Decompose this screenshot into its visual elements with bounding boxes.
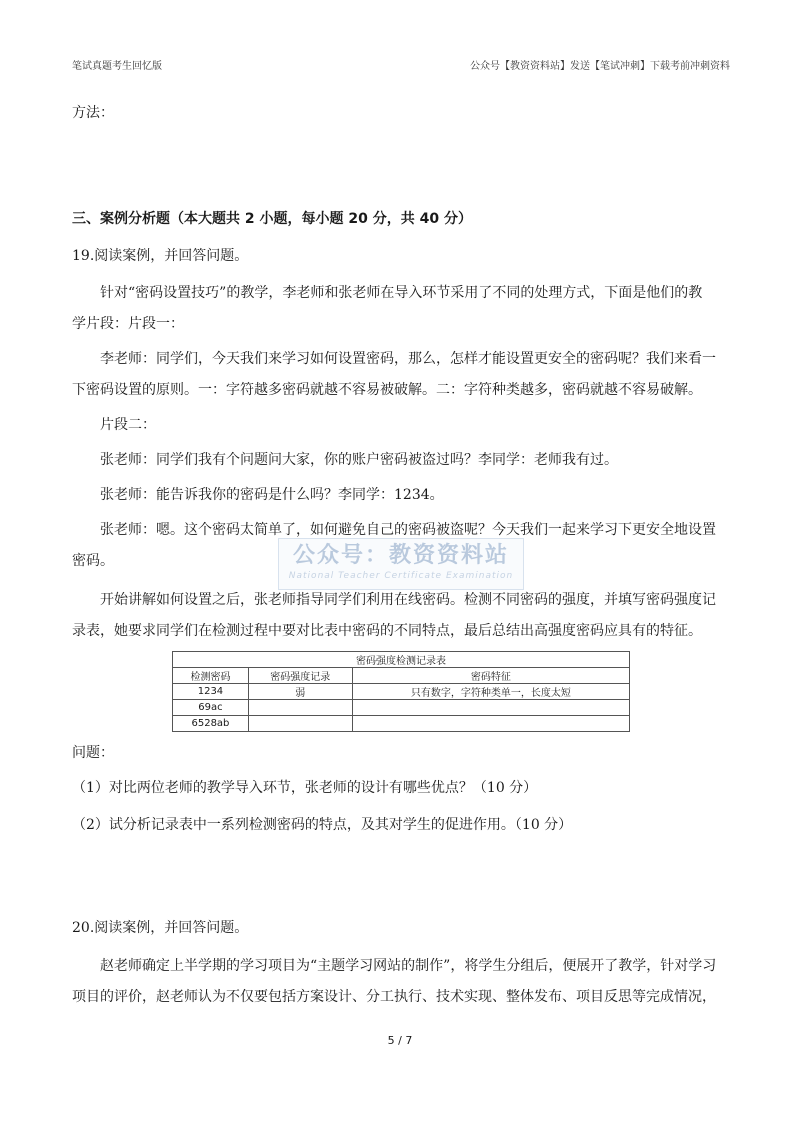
q19-paragraph-3: 片段二：	[100, 417, 156, 433]
table-caption: 密码强度检测记录表	[173, 652, 630, 668]
header-right-text: 公众号【教资资料站】发送【笔试冲刺】下载考前冲刺资料	[470, 61, 730, 72]
table-header-cell: 密码特征	[352, 668, 629, 684]
q19-paragraph-5: 张老师：能告诉我你的密码是什么吗？李同学：1234。	[100, 487, 444, 503]
q19-paragraph-1-line-1: 针对“密码设置技巧”的教学，李老师和张老师在导入环节采用了不同的处理方式，下面是他们的教	[100, 285, 703, 301]
watermark-title: 公众号：教资资料站	[292, 543, 509, 568]
table-cell-password: 69ac	[173, 700, 249, 716]
table-cell-strength: 弱	[248, 684, 352, 700]
q19-paragraph-6-line-1: 张老师：嗯。这个密码太简单了，如何避免自己的密码被盗呢？今天我们一起来学习下更安全地设置	[100, 522, 716, 538]
page-number: 5 / 7	[387, 1034, 413, 1047]
table-row	[173, 684, 630, 700]
table-cell-password: 6528ab	[173, 716, 249, 732]
q20-paragraph-1-line-2: 项目的评价，赵老师认为不仅要包括方案设计、分工执行、技术实现、整体发布、项目反思等完成情况，	[72, 989, 716, 1005]
q19-paragraph-2-line-1: 李老师：同学们，今天我们来学习如何设置密码，那么，怎样才能设置更安全的密码呢？我们来看一	[100, 351, 716, 367]
watermark	[278, 538, 524, 590]
table-header-cell: 检测密码	[173, 668, 249, 684]
q19-paragraph-6-line-2: 密码。	[72, 553, 114, 569]
watermark-subtitle: National Teacher Certificate Examination	[288, 571, 514, 581]
q19-paragraph-4: 张老师：同学们我有个问题问大家，你的账户密码被盗过吗？李同学：老师我有过。	[100, 452, 618, 468]
table-row	[173, 716, 630, 732]
header-left-text: 笔试真题考生回忆版	[72, 61, 162, 72]
section-title: 三、案例分析题（本大题共 2 小题，每小题 20 分，共 40 分）	[72, 211, 472, 227]
table-row	[173, 700, 630, 716]
q19-sub-question-1: （1）对比两位老师的教学导入环节，张老师的设计有哪些优点？（10 分）	[72, 780, 538, 796]
table-caption-row	[173, 652, 630, 668]
table-cell-password: 1234	[173, 684, 249, 700]
table-cell-feature	[352, 700, 629, 716]
q19-title: 19.阅读案例，并回答问题。	[72, 248, 249, 264]
question-label: 问题：	[72, 745, 114, 761]
table-header-row	[173, 668, 630, 684]
q19-paragraph-2-line-2: 下密码设置的原则。一：字符越多密码就越不容易被破解。二：字符种类越多，密码就越不容易破解。	[72, 382, 702, 398]
q19-paragraph-7-line-1: 开始讲解如何设置之后，张老师指导同学们利用在线密码。检测不同密码的强度，并填写密码强度记	[100, 592, 716, 608]
q19-paragraph-1-line-2: 学片段：片段一：	[72, 316, 184, 332]
q19-sub-question-2: （2）试分析记录表中一系列检测密码的特点，及其对学生的促进作用。（10 分）	[72, 817, 573, 833]
q20-title: 20.阅读案例，并回答问题。	[72, 920, 249, 936]
password-strength-table	[172, 651, 630, 732]
q20-paragraph-1-line-1: 赵老师确定上半学期的学习项目为“主题学习网站的制作”，将学生分组后，便展开了教学，针对学习	[100, 958, 717, 974]
table-cell-feature: 只有数字，字符种类单一，长度太短	[352, 684, 629, 700]
table-cell-strength	[248, 716, 352, 732]
method-label: 方法：	[72, 105, 114, 121]
table-cell-feature	[352, 716, 629, 732]
q19-paragraph-7-line-2: 录表，她要求同学们在检测过程中要对比表中密码的不同特点，最后总结出高强度密码应具有的特征。	[72, 623, 702, 639]
table-header-cell: 密码强度记录	[248, 668, 352, 684]
table-cell-strength	[248, 700, 352, 716]
